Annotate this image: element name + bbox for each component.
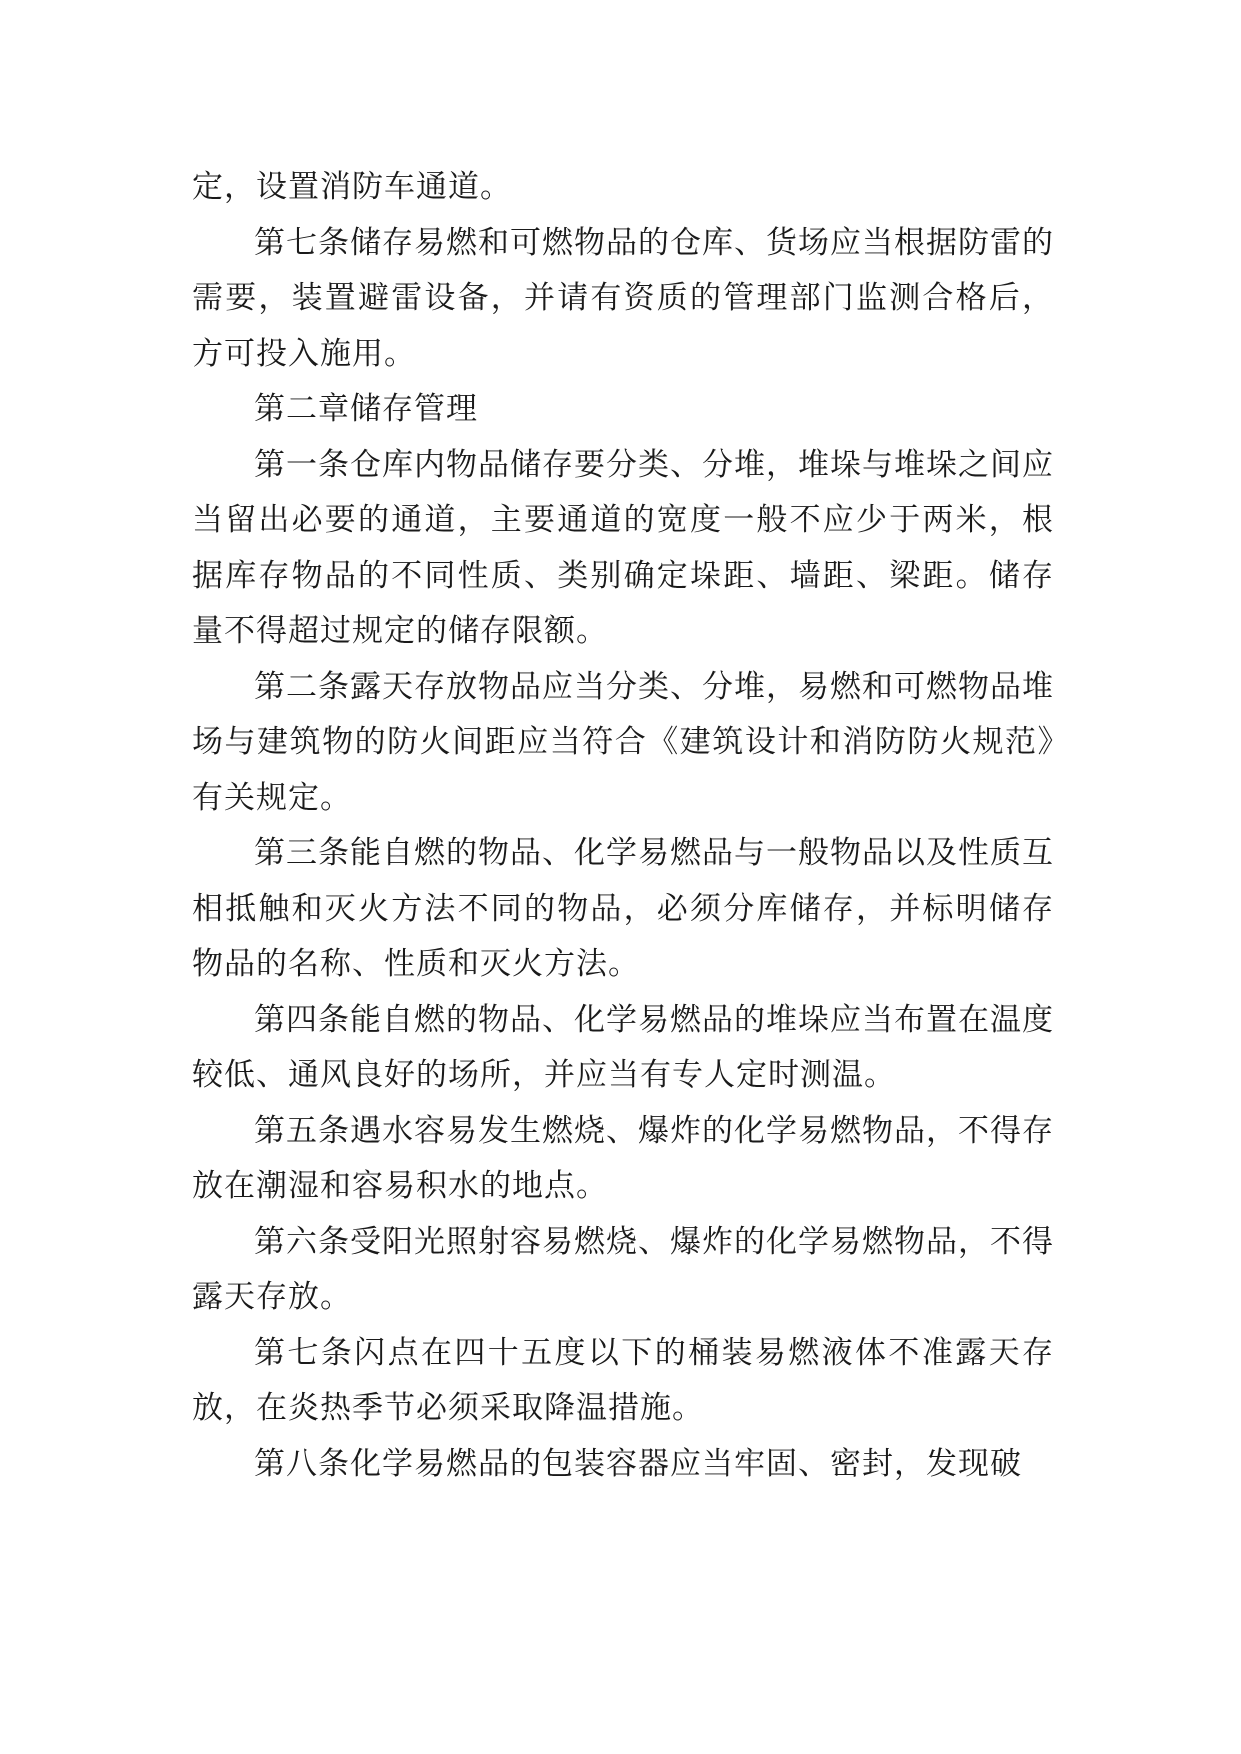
paragraph-8: 第五条遇水容易发生燃烧、爆炸的化学易燃物品，不得存放在潮湿和容易积水的地点。 [192, 1112, 1054, 1204]
paragraph-9: 第六条受阳光照射容易燃烧、爆炸的化学易燃物品，不得露天存放。 [192, 1223, 1054, 1315]
chapter-heading: 第二章储存管理 [254, 391, 478, 427]
document-body [192, 160, 1054, 1492]
paragraph-6: 第三条能自燃的物品、化学易燃品与一般物品以及性质互相抵触和灭火方法不同的物品，必须分库储存，并标明储存物品的名称、性质和灭火方法。 [192, 835, 1054, 982]
paragraph-5: 第二条露天存放物品应当分类、分堆，易燃和可燃物品堆场与建筑物的防火间距应当符合《建筑设计和消防防火规范》有关规定。 [192, 668, 1054, 816]
paragraph-7: 第四条能自燃的物品、化学易燃品的堆垛应当布置在温度较低、通风良好的场所，并应当有专人定时测温。 [192, 1001, 1054, 1093]
paragraph-1: 定，设置消防车通道。 [192, 169, 512, 205]
paragraph-11: 第八条化学易燃品的包装容器应当牢固、密封，发现破 [254, 1445, 1022, 1482]
paragraph-10: 第七条闪点在四十五度以下的桶装易燃液体不准露天存放，在炎热季节必须采取降温措施。 [192, 1334, 1054, 1426]
paragraph-2: 第七条储存易燃和可燃物品的仓库、货场应当根据防雷的需要，装置避雷设备，并请有资质的管理部门监测合格后，方可投入施用。 [192, 224, 1054, 372]
paragraph-4: 第一条仓库内物品储存要分类、分堆，堆垛与堆垛之间应当留出必要的通道，主要通道的宽度一般不应少于两米，根据库存物品的不同性质、类别确定垛距、墙距、梁距。储存量不得超过规定的储存限额。 [192, 446, 1054, 649]
